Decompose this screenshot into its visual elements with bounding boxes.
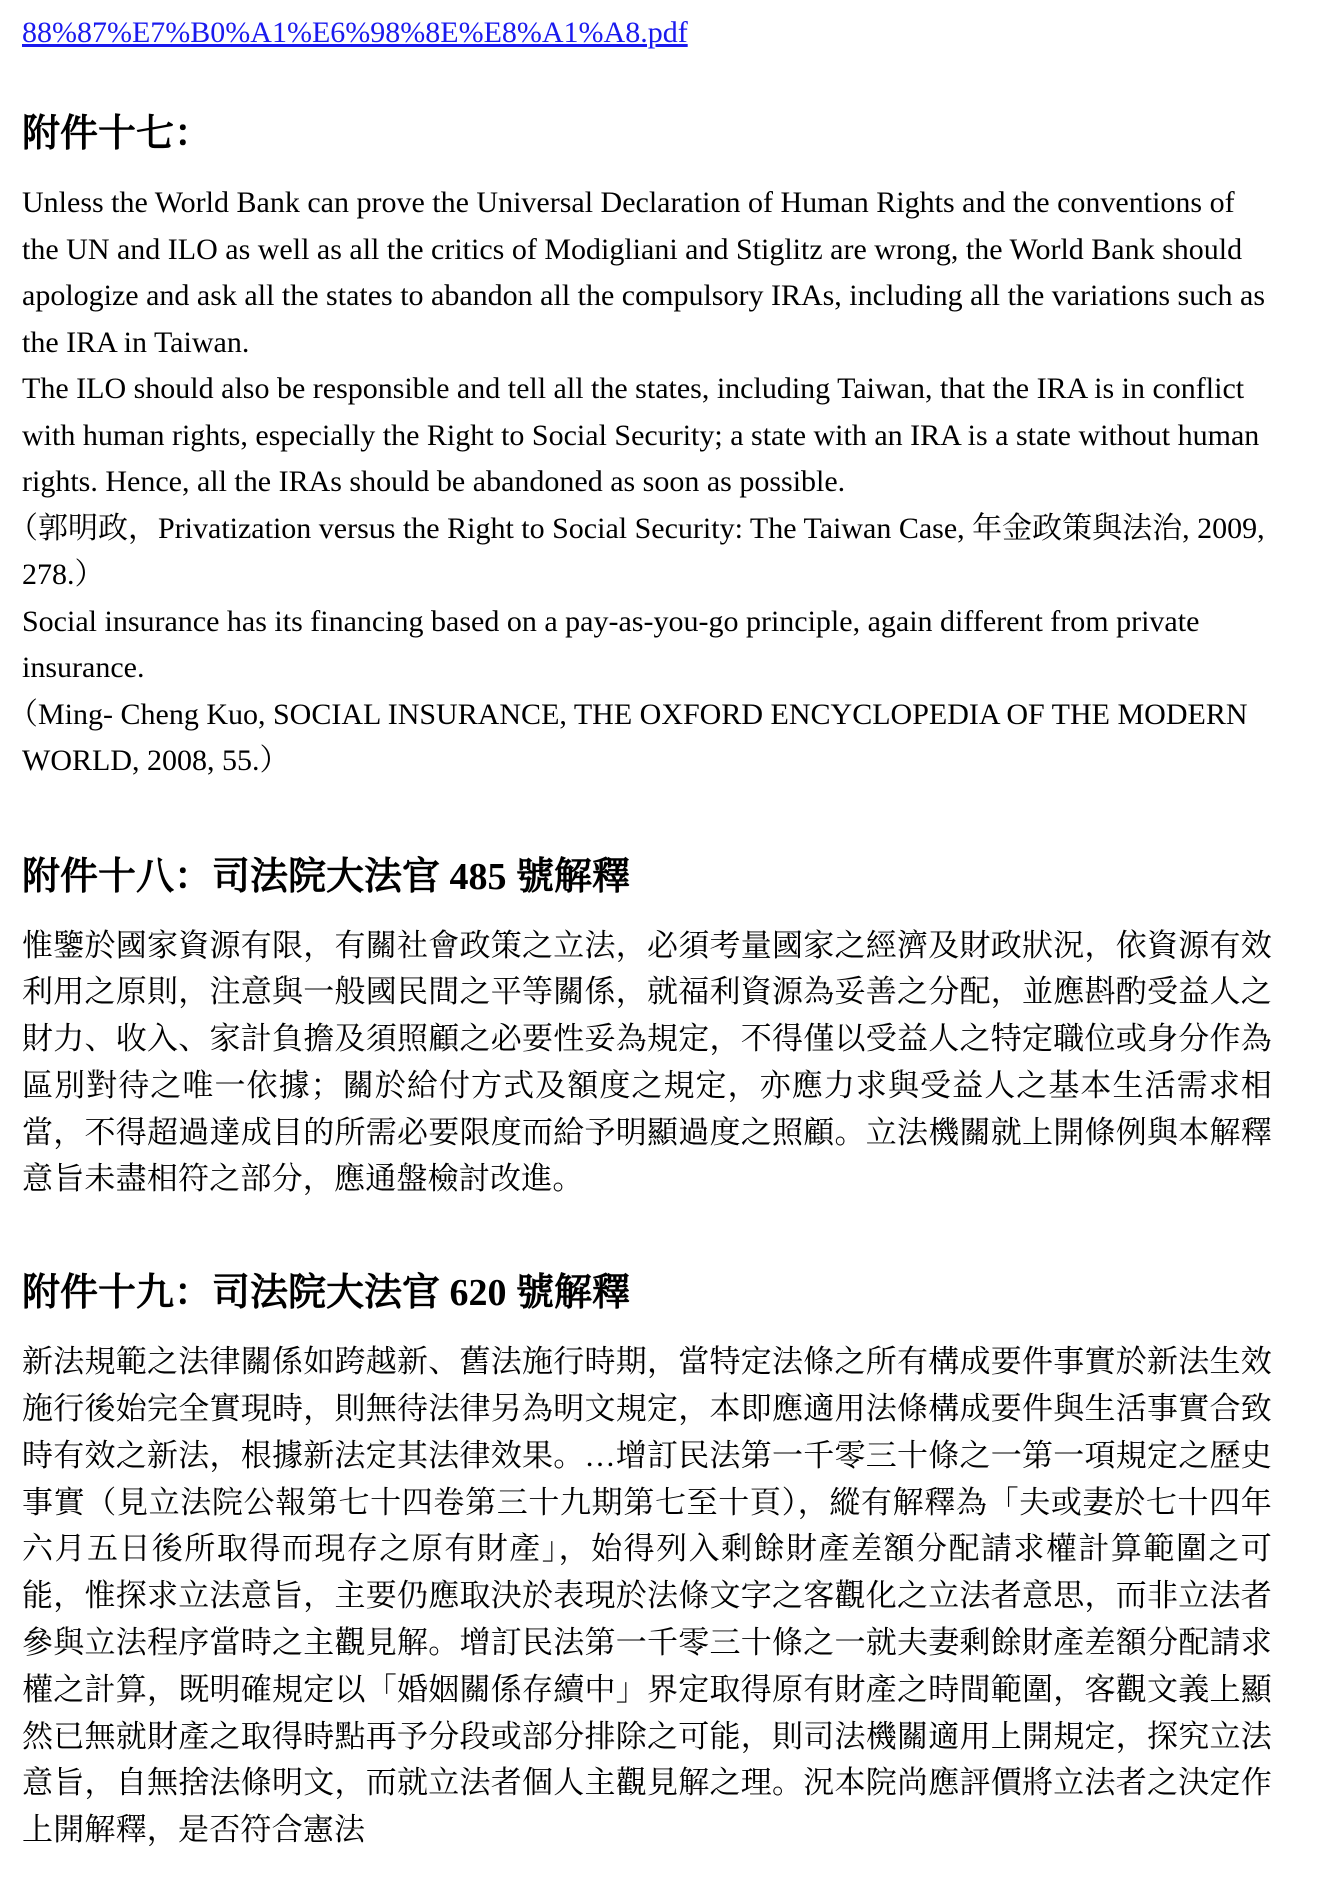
appendix-17-heading: 附件十七： [22,113,213,155]
appendix-18-body: 惟鑒於國家資源有限，有關社會政策之立法，必須考量國家之經濟及財政狀況，依資源有效利用之原則，注意與一般國民間之平等關係，就福利資源為妥善之分配，並應斟酌受益人之財力、收入、家計負擔及須照顧之必要性妥為規定，不得僅以受益人之特定職位或身分作為區別對待之唯一依據；關於給付方式及額度之規定，亦應力求與受益人之基本生活需求相當，不得超過達成目的所需必要限度而給予明顯過度之照顧。立法機關就上開條例與本解釋意旨未盡相符之部分，應通盤檢討改進。 [22,927,1272,1197]
appendix-17-paragraph: Unless the World Bank can prove the Universal Declaration of Human Rights and the conventions of the UN and ILO as well as all the critics of Modigliani and Stiglitz are wrong, the World Bank should apologize and ask all the states to abandon all the compulsory IRAs, including all the variations such as the IRA in Taiwan. [22,186,1266,359]
appendix-19-body: 新法規範之法律關係如跨越新、舊法施行時期，當特定法條之所有構成要件事實於新法生效施行後始完全實現時，則無待法律另為明文規定，本即應適用法條構成要件與生活事實合致時有效之新法，根據新法定其法律效果。…增訂民法第一千零三十條之一第一項規定之歷史事實（見立法院公報第七十四卷第三十九期第七至十頁），縱有解釋為「夫或妻於七十四年六月五日後所取得而現存之原有財產」，始得列入剩餘財產差額分配請求權計算範圍之可能，惟探求立法意旨，主要仍應取決於表現於法條文字之客觀化之立法者意思，而非立法者參與立法程序當時之主觀見解。增訂民法第一千零三十條之一就夫妻剩餘財產差額分配請求權之計算，既明確規定以「婚姻關係存續中」界定取得原有財產之時間範圍，客觀文義上顯然已無就財產之取得時點再予分段或部分排除之可能，則司法機關適用上開規定，探究立法意旨，自無捨法條明文，而就立法者個人主觀見解之理。況本院尚應評價將立法者之決定作上開解釋，是否符合憲法 [22,1344,1272,1848]
appendix-18-heading: 附件十八：司法院大法官 485 號解釋 [22,855,631,898]
appendix-17-citation: （郭明政，Privatization versus the Right to Social Security: The Taiwan Case, 年金政策與法治, 2009, 278.） [8,511,1265,591]
pdf-link[interactable]: 88%87%E7%B0%A1%E6%98%8E%E8%A1%A8.pdf [22,16,688,49]
appendix-17-citation: （Ming- Cheng Kuo, SOCIAL INSURANCE, THE OXFORD ENCYCLOPEDIA OF THE MODERN WORLD, 2008, 55.） [8,697,1248,777]
document-page [8,14,1272,1854]
appendix-17-body [8,180,1272,785]
appendix-17-paragraph: The ILO should also be responsible and tell all the states, including Taiwan, that the IRA is in conflict with human rights, especially the Right to Social Security; a state with an IRA is a state without human rights. Hence, all the IRAs should be abandoned as soon as possible. [22,372,1260,498]
appendix-18-section [22,853,1272,1204]
appendix-17-paragraph: Social insurance has its financing based on a pay-as-you-go principle, again different from private insurance. [22,604,1200,684]
appendix-17-section [8,110,1272,785]
appendix-19-heading: 附件十九：司法院大法官 620 號解釋 [22,1272,631,1315]
appendix-19-section [22,1269,1272,1854]
